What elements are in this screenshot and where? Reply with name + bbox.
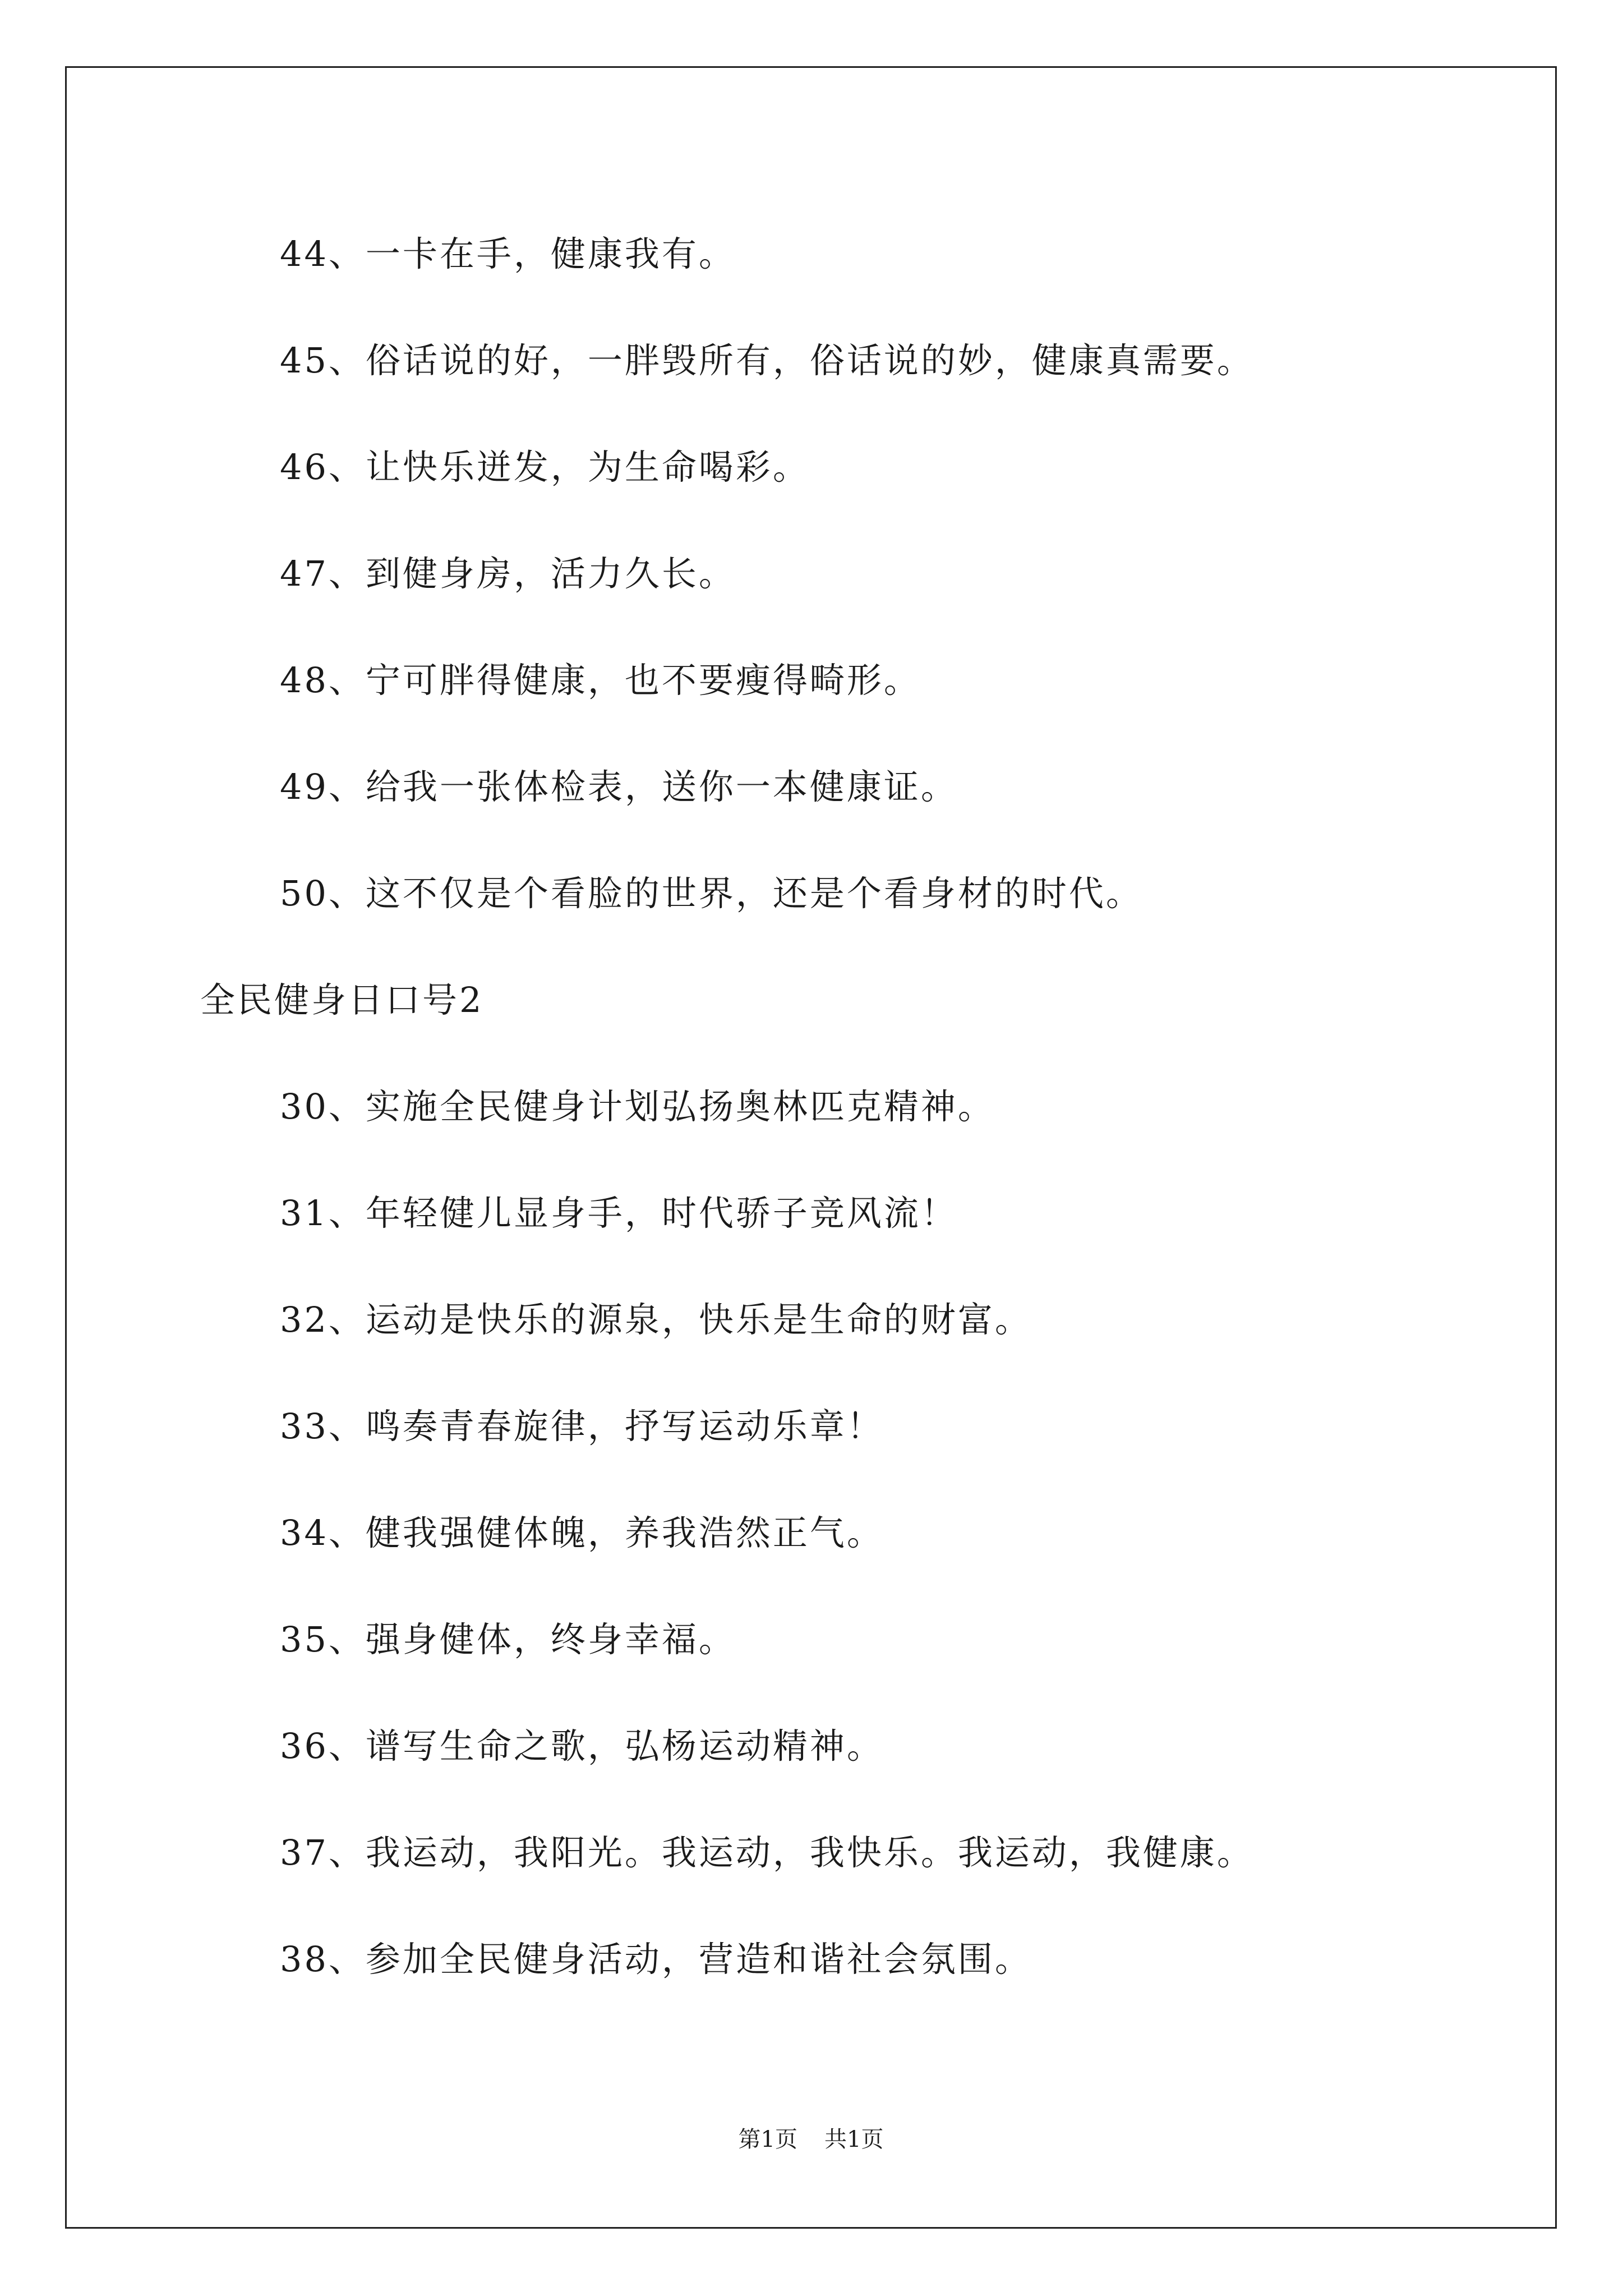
slogan-item: 46、让快乐迸发，为生命喝彩。 [280, 447, 810, 487]
document-body [67, 68, 1555, 2227]
slogan-item: 31、年轻健儿显身手，时代骄子竞风流！ [280, 1193, 958, 1234]
slogan-item: 34、健我强健体魄，养我浩然正气。 [280, 1512, 884, 1553]
page-footer [67, 2124, 1555, 2155]
slogan-item: 30、实施全民健身计划弘扬奥林匹克精神。 [280, 1086, 995, 1127]
slogan-item: 33、鸣奏青春旋律，抒写运动乐章！ [280, 1406, 884, 1447]
slogan-item: 50、这不仅是个看脸的世界，还是个看身材的时代。 [280, 873, 1143, 914]
slogan-item: 38、参加全民健身活动，营造和谐社会氛围。 [280, 1939, 1032, 1980]
slogan-item: 45、俗话说的好，一胖毁所有，俗话说的妙，健康真需要。 [280, 340, 1254, 381]
slogan-item: 47、到健身房，活力久长。 [280, 553, 736, 594]
slogan-item: 35、强身健体，终身幸福。 [280, 1619, 736, 1660]
page-frame [65, 66, 1557, 2229]
slogan-item: 44、一卡在手，健康我有。 [280, 233, 736, 274]
page-total: 共1页 [824, 2127, 884, 2152]
section-heading: 全民健身日口号2 [200, 979, 484, 1020]
slogan-item: 49、给我一张体检表，送你一本健康证。 [280, 766, 958, 807]
slogan-item: 36、谱写生命之歌，弘杨运动精神。 [280, 1726, 884, 1766]
slogan-item: 37、我运动，我阳光。我运动，我快乐。我运动，我健康。 [280, 1832, 1254, 1873]
slogan-item: 32、运动是快乐的源泉，快乐是生命的财富。 [280, 1299, 1032, 1340]
slogan-item: 48、宁可胖得健康，也不要瘦得畸形。 [280, 660, 921, 701]
page-number: 第1页 [738, 2127, 797, 2152]
